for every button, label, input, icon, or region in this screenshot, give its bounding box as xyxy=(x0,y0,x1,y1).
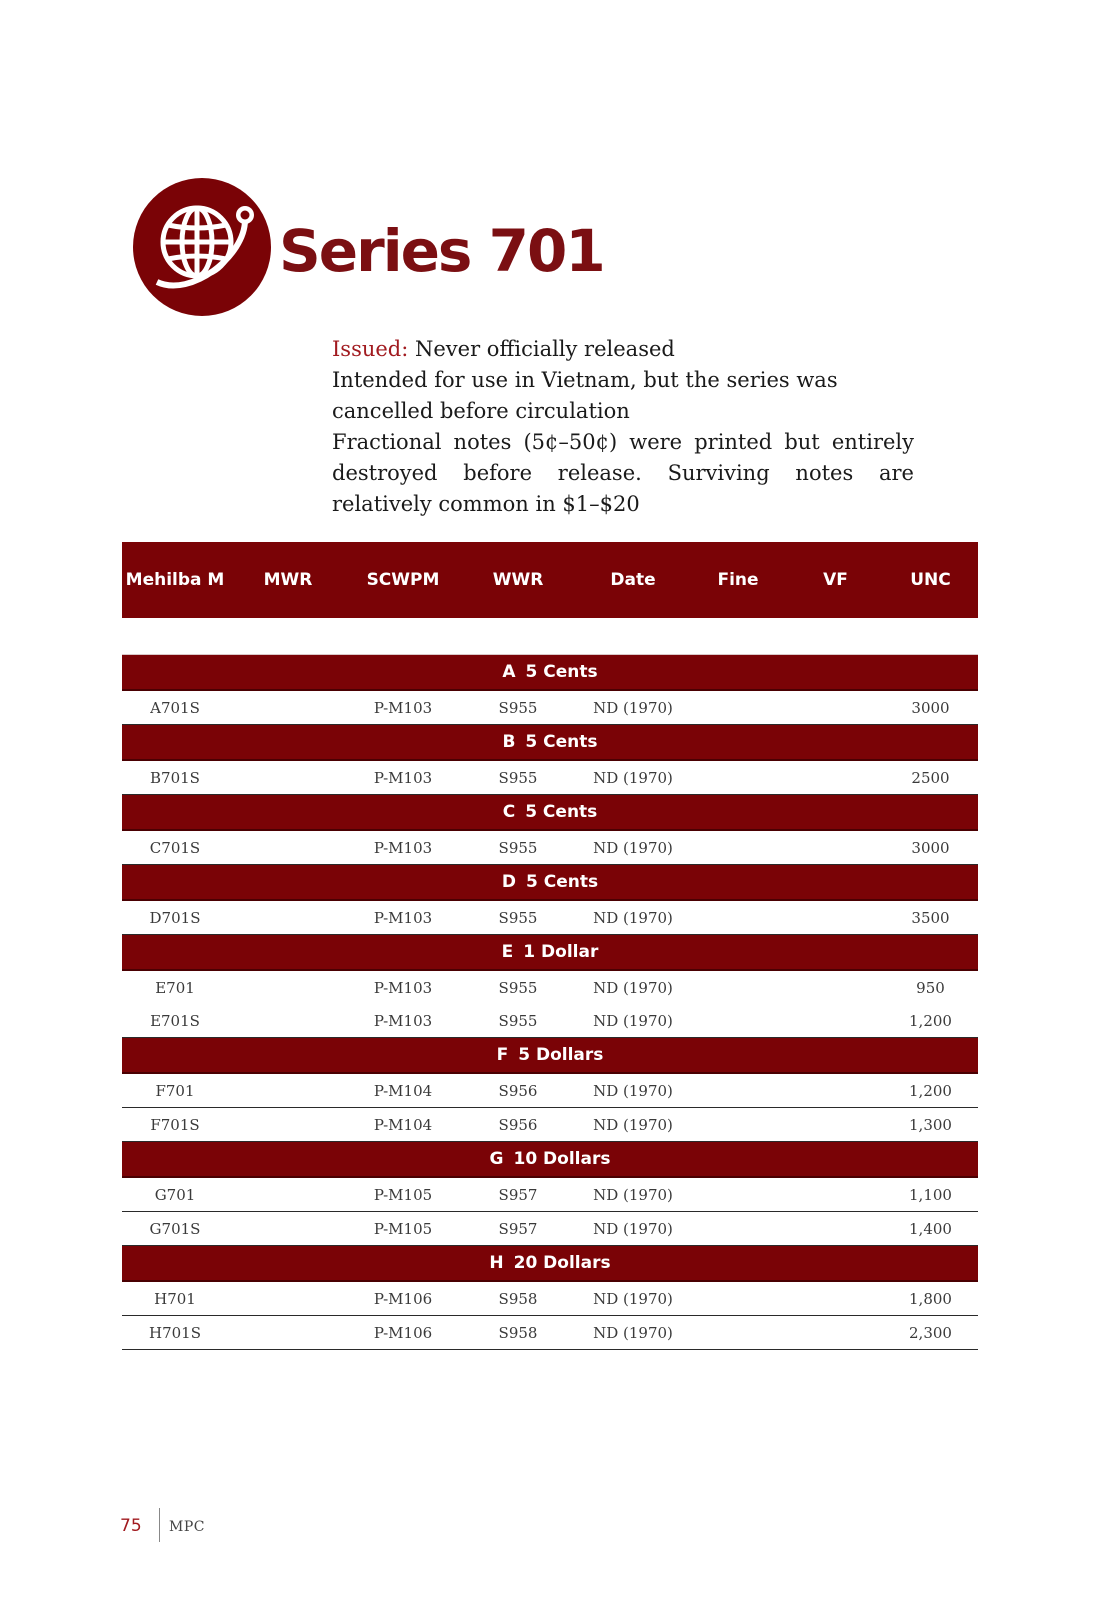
cell-fine xyxy=(688,1316,788,1350)
column-header: Mehilba M xyxy=(122,542,228,618)
cell-mwr xyxy=(228,830,348,865)
cell-unc: 3000 xyxy=(883,690,978,725)
table-row xyxy=(122,1108,978,1142)
notes-table xyxy=(122,542,978,1350)
table-row xyxy=(122,1212,978,1246)
cell-vf xyxy=(788,1073,883,1108)
cell-unc: 3500 xyxy=(883,900,978,935)
table-row xyxy=(122,1177,978,1212)
denomination-title: 1 Dollar xyxy=(523,942,599,962)
denomination-header xyxy=(122,725,978,761)
cell-vf xyxy=(788,1281,883,1316)
table-body xyxy=(122,618,978,1350)
denomination-header xyxy=(122,1246,978,1282)
cell-vf xyxy=(788,830,883,865)
column-header: UNC xyxy=(883,542,978,618)
denomination-letter: A xyxy=(502,662,516,682)
denomination-title: 10 Dollars xyxy=(513,1149,611,1169)
cell-scwpm: P-M103 xyxy=(348,1004,458,1038)
denomination-header xyxy=(122,1038,978,1074)
cell-unc: 950 xyxy=(916,978,945,997)
page-title: Series 701 xyxy=(279,217,604,285)
cell-fine xyxy=(688,1281,788,1316)
cell-mwr xyxy=(228,1177,348,1212)
denomination-letter: H xyxy=(489,1253,504,1273)
denomination-letter: E xyxy=(501,942,514,962)
fractional-notes-line: Fractional notes (5¢–50¢) were printed but entirely destroyed before release. Surviving notes are relatively common in $1–$20 xyxy=(332,430,914,516)
cell-mwr xyxy=(228,900,348,935)
issued-line xyxy=(332,334,914,365)
cell-scwpm: P-M103 xyxy=(348,900,458,935)
denomination-title: 5 Cents xyxy=(525,802,598,822)
cell-wwr: S955 xyxy=(458,1004,578,1038)
globe-orbit-icon xyxy=(133,178,271,316)
cell-unc: 1,300 xyxy=(883,1108,978,1142)
cell-wwr: S955 xyxy=(458,900,578,935)
cell-wwr: S957 xyxy=(458,1177,578,1212)
cell-scwpm: P-M103 xyxy=(348,690,458,725)
cell-date: ND (1970) xyxy=(578,1004,688,1038)
cell-fine xyxy=(688,970,788,1004)
denomination-header xyxy=(122,935,978,971)
cell-fine xyxy=(688,900,788,935)
cell-unc: 1,400 xyxy=(883,1212,978,1246)
table-row xyxy=(122,1004,978,1038)
footer-divider xyxy=(159,1508,160,1542)
cell-mehilba: C701S xyxy=(122,830,228,865)
cell-mwr xyxy=(228,690,348,725)
column-header: VF xyxy=(788,542,883,618)
cell-unc: 2,300 xyxy=(883,1316,978,1350)
cell-wwr: S955 xyxy=(498,978,538,997)
column-header: MWR xyxy=(228,542,348,618)
cell-mwr xyxy=(228,970,348,1004)
table-row xyxy=(122,690,978,725)
cell-date: ND (1970) xyxy=(578,760,688,795)
denomination-title: 20 Dollars xyxy=(513,1253,611,1273)
denomination-header xyxy=(122,795,978,831)
cell-scwpm: P-M105 xyxy=(348,1212,458,1246)
cell-scwpm: P-M106 xyxy=(348,1281,458,1316)
cell-fine xyxy=(688,1004,788,1038)
denomination-header xyxy=(122,865,978,901)
cell-mehilba: E701S xyxy=(122,1004,228,1038)
cell-mwr xyxy=(228,1004,348,1038)
cell-wwr: S958 xyxy=(458,1316,578,1350)
cell-fine xyxy=(688,830,788,865)
table-header xyxy=(122,542,978,618)
intended-line: Intended for use in Vietnam, but the series was cancelled before circulation xyxy=(332,368,838,423)
cell-mehilba: F701S xyxy=(122,1108,228,1142)
cell-mehilba: G701 xyxy=(122,1177,228,1212)
column-header: WWR xyxy=(458,542,578,618)
cell-wwr: S958 xyxy=(458,1281,578,1316)
cell-fine xyxy=(688,1108,788,1142)
table-row xyxy=(122,1281,978,1316)
cell-vf xyxy=(788,760,883,795)
cell-date: ND (1970) xyxy=(578,830,688,865)
cell-unc: 3000 xyxy=(883,830,978,865)
cell-date: ND (1970) xyxy=(593,978,673,997)
cell-wwr: S957 xyxy=(458,1212,578,1246)
cell-unc: 1,800 xyxy=(883,1281,978,1316)
table-row xyxy=(122,1073,978,1108)
cell-mwr xyxy=(228,1212,348,1246)
column-header: Date xyxy=(578,542,688,618)
issued-value: Never officially released xyxy=(408,337,675,361)
denomination-letter: F xyxy=(496,1045,509,1065)
cell-vf xyxy=(788,690,883,725)
cell-mehilba: D701S xyxy=(122,900,228,935)
cell-fine xyxy=(688,760,788,795)
cell-mehilba: A701S xyxy=(122,690,228,725)
cell-unc: 2500 xyxy=(883,760,978,795)
denomination-header xyxy=(122,1142,978,1178)
cell-mehilba: F701 xyxy=(122,1073,228,1108)
denomination-title: 5 Cents xyxy=(526,872,599,892)
table-row xyxy=(122,900,978,935)
cell-mwr xyxy=(228,1316,348,1350)
cell-vf xyxy=(788,1004,883,1038)
book-title: MPC xyxy=(169,1519,205,1535)
intro-text xyxy=(332,334,914,520)
denomination-letter: B xyxy=(502,732,516,752)
cell-unc: 1,100 xyxy=(883,1177,978,1212)
cell-scwpm: P-M104 xyxy=(348,1073,458,1108)
cell-wwr: S955 xyxy=(458,690,578,725)
cell-date: ND (1970) xyxy=(578,1281,688,1316)
cell-wwr: S956 xyxy=(458,1073,578,1108)
cell-date: ND (1970) xyxy=(578,1108,688,1142)
table-row xyxy=(122,970,978,1004)
cell-date: ND (1970) xyxy=(578,1212,688,1246)
table-row xyxy=(122,760,978,795)
cell-date: ND (1970) xyxy=(578,690,688,725)
issued-label: Issued: xyxy=(332,337,409,361)
denomination-letter: D xyxy=(501,872,516,892)
cell-fine xyxy=(688,1073,788,1108)
cell-vf xyxy=(788,1177,883,1212)
cell-vf xyxy=(788,970,883,1004)
cell-scwpm: P-M106 xyxy=(348,1316,458,1350)
denomination-header xyxy=(122,655,978,691)
cell-mwr xyxy=(228,1281,348,1316)
cell-vf xyxy=(788,1316,883,1350)
denomination-letter: C xyxy=(502,802,516,822)
cell-mwr xyxy=(228,760,348,795)
column-header: SCWPM xyxy=(348,542,458,618)
cell-scwpm: P-M105 xyxy=(348,1177,458,1212)
cell-scwpm: P-M104 xyxy=(348,1108,458,1142)
cell-date: ND (1970) xyxy=(578,1177,688,1212)
cell-date: ND (1970) xyxy=(578,1316,688,1350)
cell-date: ND (1970) xyxy=(578,1073,688,1108)
cell-wwr: S955 xyxy=(458,830,578,865)
cell-mehilba: H701 xyxy=(122,1281,228,1316)
cell-mehilba: H701S xyxy=(122,1316,228,1350)
denomination-title: 5 Dollars xyxy=(518,1045,604,1065)
column-header: Fine xyxy=(688,542,788,618)
cell-fine xyxy=(688,690,788,725)
cell-vf xyxy=(788,1212,883,1246)
cell-mehilba: E701 xyxy=(155,978,195,997)
page-number: 75 xyxy=(120,1516,142,1536)
cell-fine xyxy=(688,1212,788,1246)
cell-date: ND (1970) xyxy=(578,900,688,935)
cell-scwpm: P-M103 xyxy=(348,830,458,865)
cell-wwr: S955 xyxy=(458,760,578,795)
cell-scwpm: P-M103 xyxy=(348,760,458,795)
cell-scwpm: P-M103 xyxy=(373,978,433,997)
cell-unc: 1,200 xyxy=(883,1073,978,1108)
table-row xyxy=(122,1316,978,1350)
cell-mehilba: B701S xyxy=(122,760,228,795)
denomination-letter: G xyxy=(489,1149,504,1169)
table-row xyxy=(122,830,978,865)
denomination-title: 5 Cents xyxy=(525,662,598,682)
cell-mwr xyxy=(228,1073,348,1108)
cell-unc: 1,200 xyxy=(883,1004,978,1038)
cell-vf xyxy=(788,1108,883,1142)
cell-mehilba: G701S xyxy=(122,1212,228,1246)
cell-fine xyxy=(688,1177,788,1212)
cell-mwr xyxy=(228,1108,348,1142)
cell-vf xyxy=(788,900,883,935)
denomination-title: 5 Cents xyxy=(525,732,598,752)
cell-wwr: S956 xyxy=(458,1108,578,1142)
